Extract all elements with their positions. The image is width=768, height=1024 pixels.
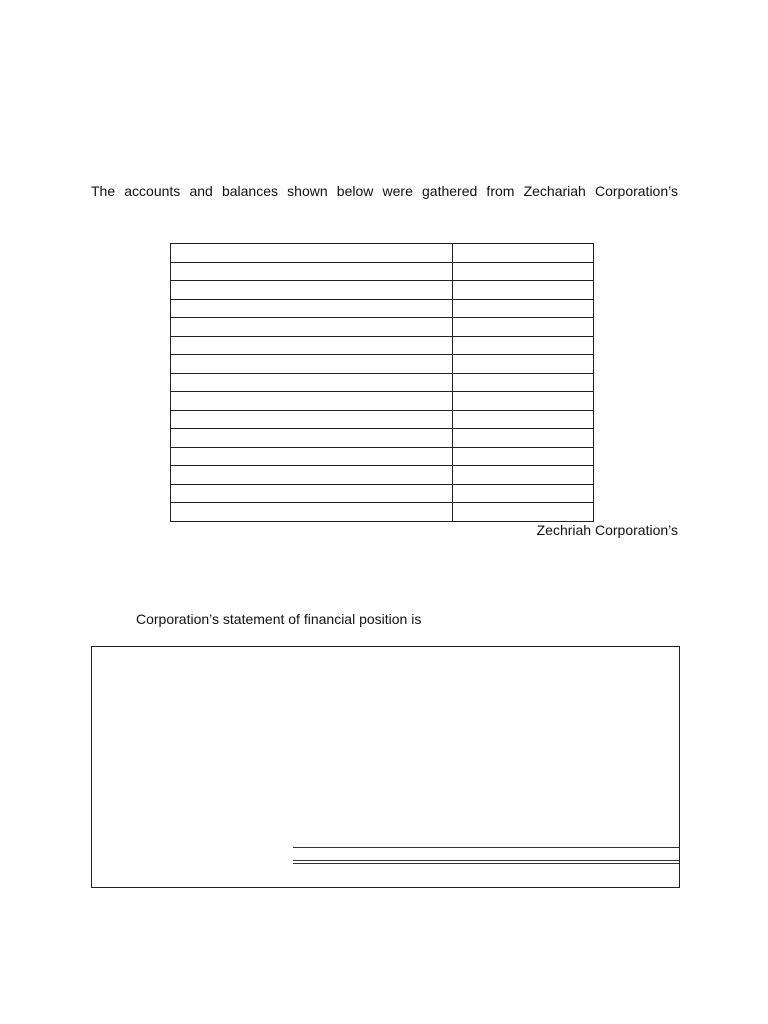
amount-cell: [453, 484, 594, 503]
amount-cell: [453, 429, 594, 448]
account-cell: [171, 373, 453, 392]
account-cell: [171, 484, 453, 503]
account-cell: [171, 262, 453, 281]
amount-cell: [453, 373, 594, 392]
amount-cell: [453, 318, 594, 337]
account-cell: [171, 318, 453, 337]
account-cell: [171, 447, 453, 466]
table-row: [171, 262, 594, 281]
account-cell: [171, 429, 453, 448]
table-row: [171, 484, 594, 503]
table-row: [171, 281, 594, 300]
table-row: [171, 355, 594, 374]
amount-cell: [453, 355, 594, 374]
account-cell: [171, 336, 453, 355]
answer-box: [91, 646, 680, 888]
company-reference: Zechriah Corporation’s: [536, 522, 678, 538]
table-row: [171, 410, 594, 429]
table-row: [171, 244, 594, 263]
total-rule-single: [293, 847, 679, 848]
sofp-text: Corporation’s statement of financial position is: [136, 611, 422, 627]
account-cell: [171, 299, 453, 318]
table-row: [171, 503, 594, 522]
table-row: [171, 392, 594, 411]
amount-cell: [453, 466, 594, 485]
amount-cell: [453, 410, 594, 429]
amount-cell: [453, 281, 594, 300]
amount-cell: [453, 299, 594, 318]
intro-text: The accounts and balances shown below were gathered from Zechariah Corporation’s: [91, 183, 678, 199]
table-row: [171, 429, 594, 448]
table-row: [171, 466, 594, 485]
amount-cell: [453, 447, 594, 466]
balance-table: [170, 243, 594, 522]
table-row: [171, 447, 594, 466]
total-rule-double: [293, 860, 679, 864]
balance-table-body: [171, 244, 594, 522]
amount-cell: [453, 262, 594, 281]
amount-cell: [453, 244, 594, 263]
account-cell: [171, 466, 453, 485]
table-row: [171, 299, 594, 318]
account-cell: [171, 281, 453, 300]
account-cell: [171, 244, 453, 263]
account-cell: [171, 355, 453, 374]
table-row: [171, 336, 594, 355]
account-cell: [171, 392, 453, 411]
table-row: [171, 373, 594, 392]
table-row: [171, 318, 594, 337]
account-cell: [171, 410, 453, 429]
account-cell: [171, 503, 453, 522]
amount-cell: [453, 503, 594, 522]
amount-cell: [453, 392, 594, 411]
amount-cell: [453, 336, 594, 355]
